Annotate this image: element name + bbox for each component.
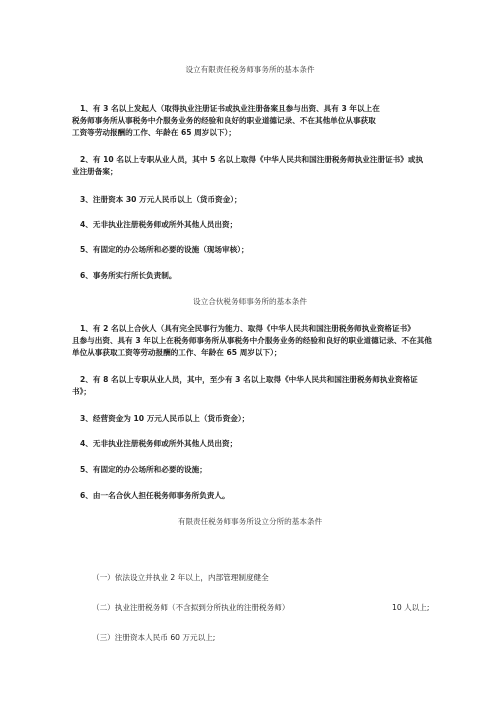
s1-item-1-line-1: 1、有 3 名以上发起人（取得执业注册证书或执业注册备案且参与出资、具有 3 年以上在 (80, 104, 380, 113)
s2-item-1-line-1: 1、有 2 名以上合伙人（具有完全民事行为能力、取得《中华人民共和国注册税务师执业资格证书》 (80, 324, 415, 333)
s2-item-2-line-2: 书》； (72, 387, 91, 396)
s2-item-2-cont (72, 386, 412, 398)
section1-title: 设立有限责任税务师事务所的基本条件 (185, 65, 315, 74)
s1-item-2-line-2: 业注册备案； (72, 167, 118, 176)
s3-item-2-value: 10 人以上; (392, 603, 430, 612)
s2-item-2-line-1: 2、有 8 名以上专职从业人员，其中，至少有 3 名以上取得《中华人民共和国注册税务师执业资格证 (80, 375, 418, 384)
s1-item-1 (80, 103, 420, 115)
section2-title: 设立合伙税务师事务所的基本条件 (193, 297, 307, 306)
section3-title: 有限责任税务师事务所设立分所的基本条件 (177, 517, 323, 526)
s2-item-1-line-3: 单位从事获取工资等劳动报酬的工作、年龄在 65 周岁以下）； (72, 347, 282, 357)
s2-item-1-line-2: 且参与出资、具有 3 年以上在税务师事务所从事税务中介服务业务的经验和良好的职业道德记录、不在其他 (72, 336, 432, 345)
s3-item-2: （二）执业注册税务师（不含拟到分所执业的注册税务师） (92, 603, 290, 612)
s1-item-1-line-3: 工资等劳动报酬的工作、年龄在 65 周岁以下）； (72, 127, 236, 137)
s2-item-1-cont (72, 335, 432, 359)
s2-item-5: 5、有固定的办公场所和必要的设施； (80, 465, 207, 474)
s3-item-1: （一）依法设立并执业 2 年以上，内部管理制度健全 (92, 573, 269, 582)
s1-item-3: 3、注册资本 30 万元人民币以上（货币资金）； (80, 195, 242, 204)
s1-item-2-cont (72, 166, 412, 178)
s1-item-2-line-1: 2、有 10 名以上专职从业人员，其中 5 名以上取得《中华人民共和国注册税务师执业注册证书》或执 (80, 155, 424, 164)
s2-item-3: 3、经营资金为 10 万元人民币以上（货币资金）； (80, 414, 250, 423)
s2-item-1 (80, 323, 420, 335)
s3-item-3: （三）注册资本人民币 60 万元以上; (92, 633, 216, 642)
s2-item-6: 6、由一名合伙人担任税务师事务所负责人。 (80, 491, 230, 500)
s1-item-5: 5、有固定的办公场所和必要的设施（现场审核）； (80, 245, 249, 254)
s2-item-4: 4、无非执业注册税务师或所外其他人员出资； (80, 439, 238, 448)
s2-item-2 (80, 374, 420, 386)
s1-item-2 (80, 154, 424, 166)
s1-item-6: 6、事务所实行所长负责制。 (80, 271, 177, 280)
s1-item-1-line-2: 税务师事务所从事税务中介服务业务的经验和良好的职业道德记录、不在其他单位从事获取 (72, 116, 376, 125)
s1-item-4: 4、无非执业注册税务师或所外其他人员出资； (80, 220, 238, 229)
s1-item-1-cont (72, 115, 412, 139)
